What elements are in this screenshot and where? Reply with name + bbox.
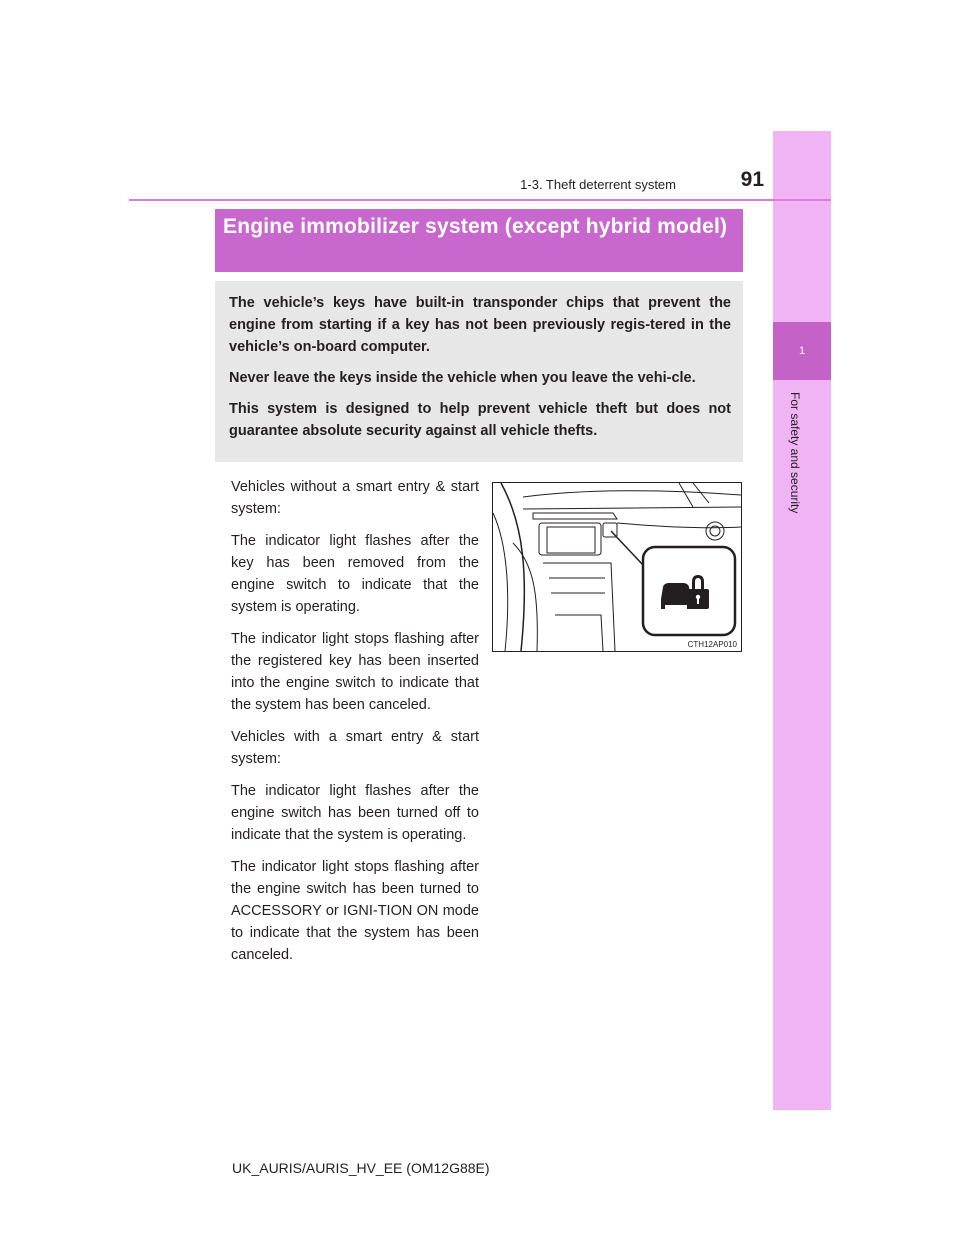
figure-code: CTH12AP010: [687, 640, 737, 649]
body-paragraph: Vehicles without a smart entry & start system:: [231, 479, 479, 517]
intro-paragraph: The vehicle’s keys have built-in transponder chips that prevent the engine from starting if a key has not been previously regis-tered in the vehicle’s on-board computer.: [229, 295, 731, 355]
side-tab-chapter-number: 1: [773, 322, 831, 380]
body-paragraph: Vehicles with a smart entry & start system:: [231, 729, 479, 767]
dashboard-illustration: [492, 482, 742, 652]
header-section-title: 1-3. Theft deterrent system: [520, 177, 676, 192]
body-paragraph: The indicator light stops flashing after the engine switch has been turned to ACCESSORY or IGNI-TION ON mode to indicate that the system has been canceled.: [231, 859, 479, 963]
intro-paragraph: Never leave the keys inside the vehicle when you leave the vehi-cle.: [229, 370, 696, 386]
header-divider: [129, 199, 831, 201]
page-number: 91: [740, 168, 764, 191]
body-paragraph: The indicator light stops flashing after the registered key has been inserted into the engine switch to indicate that the system has been canceled.: [231, 631, 479, 713]
body-text: [231, 476, 479, 976]
section-heading: Engine immobilizer system (except hybrid model): [215, 209, 743, 272]
footer-model-code: UK_AURIS/AURIS_HV_EE (OM12G88E): [232, 1160, 490, 1176]
body-paragraph: The indicator light flashes after the key has been removed from the engine switch to indicate that the system is operating.: [231, 533, 479, 615]
side-tab: [773, 131, 831, 1110]
intro-box: [215, 281, 743, 462]
side-tab-chapter-label: For safety and security: [788, 392, 802, 514]
body-paragraph: The indicator light flashes after the engine switch has been turned off to indicate that the system is operating.: [231, 783, 479, 843]
intro-paragraph: This system is designed to help prevent vehicle theft but does not guarantee absolute security against all vehicle thefts.: [229, 401, 731, 439]
